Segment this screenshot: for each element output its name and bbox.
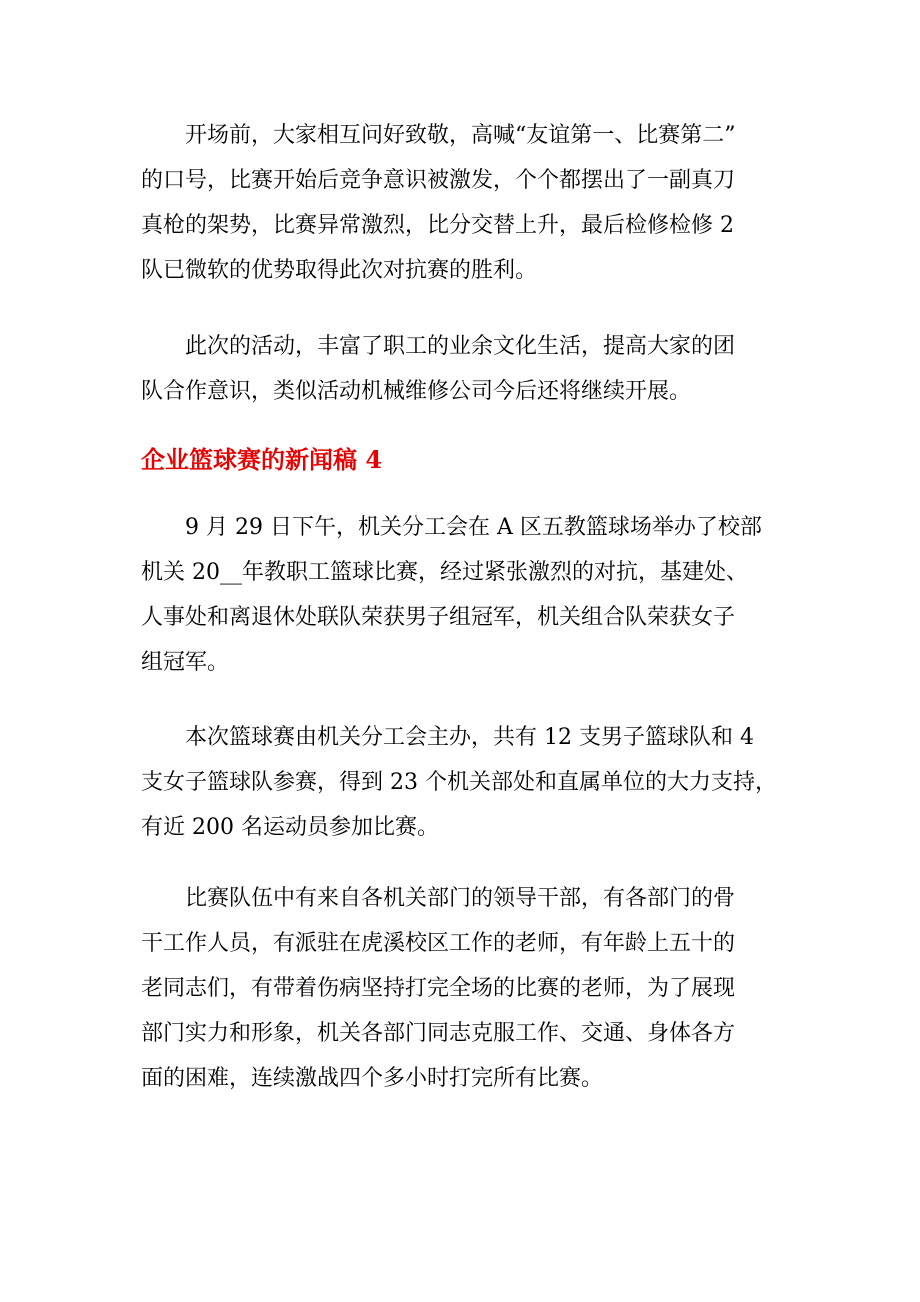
text-line: 人事处和离退休处联队荣获男子组冠军，机关组合队荣获女子 [141,605,736,630]
paragraph-participation [141,715,801,850]
text-line: 部门实力和形象，机关各部门同志克服工作、交通、身体各方 [141,1021,736,1046]
text-line: 真枪的架势，比赛异常激烈，比分交替上升，最后检修检修 2 [141,213,734,238]
paragraph-opening-ceremony [141,113,801,293]
paragraph-match-report [141,505,801,685]
section-heading: 企业篮球赛的新闻稿 4 [141,445,383,474]
paragraph-teams-description [141,876,801,1101]
text-line: 此次的活动，丰富了职工的业余文化生活，提高大家的团 [141,334,736,359]
text-line: 机关 20__年教职工篮球比赛，经过紧张激烈的对抗，基建处、 [141,560,748,585]
text-line: 9 月 29 日下午，机关分工会在 A 区五教篮球场举办了校部 [141,515,762,540]
text-line: 有近 200 名运动员参加比赛。 [141,815,439,840]
text-line: 比赛队伍中有来自各机关部门的领导干部，有各部门的骨 [141,886,736,911]
text-line: 队已微软的优势取得此次对抗赛的胜利。 [141,258,538,283]
text-line: 开场前，大家相互问好致敬，高喊“友谊第一、比赛第二” [141,123,736,148]
text-line: 的口号，比赛开始后竞争意识被激发，个个都摆出了一副真刀 [141,168,736,193]
text-line: 支女子篮球队参赛，得到 23 个机关部处和直属单位的大力支持， [141,770,777,795]
text-line: 组冠军。 [141,650,230,675]
text-line: 老同志们，有带着伤病坚持打完全场的比赛的老师，为了展现 [141,976,736,1001]
paragraph-activity-summary [141,324,801,414]
text-line: 队合作意识，类似活动机械维修公司今后还将继续开展。 [141,379,692,404]
text-line: 干工作人员，有派驻在虎溪校区工作的老师，有年龄上五十的 [141,931,736,956]
text-line: 本次篮球赛由机关分工会主办，共有 12 支男子篮球队和 4 [141,725,754,750]
text-line: 面的困难，连续激战四个多小时打完所有比赛。 [141,1066,604,1091]
